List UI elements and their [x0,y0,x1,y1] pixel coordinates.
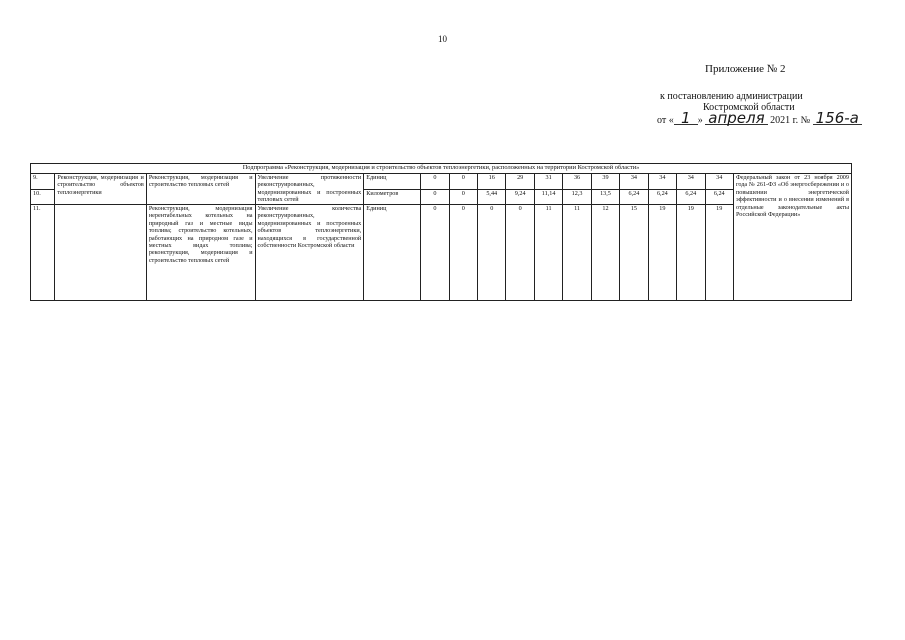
value-cell: 16 [478,174,506,190]
subprogram-title: Подпрограмма «Реконструкция, модернизация и строительство объектов теплоэнергетики, расположенных на территории Костромской области» [31,164,852,174]
value-cell: 0 [421,174,449,190]
indicators-table [30,163,852,301]
row-number: 9. [31,174,55,190]
value-cell: 12,3 [563,190,591,205]
value-cell: 12 [591,205,619,301]
value-cell: 0 [449,205,477,301]
subprogram-row [31,164,852,174]
table-row [31,174,852,190]
annex-title: Приложение № 2 [705,63,786,75]
row-number: 10. [31,190,55,205]
value-cell: 0 [421,190,449,205]
indicator-cell: Увеличение протяженности реконструированных, модернизированных и построенных тепловых сетей [255,174,364,205]
unit-cell: Километров [364,190,421,205]
value-cell: 15 [620,205,648,301]
date-day-handwritten: 1 [674,112,698,125]
table-row [31,205,852,301]
date-prefix: от « [657,115,674,126]
value-cell: 11,14 [534,190,562,205]
law-cell: Федеральный закон от 23 ноября 2009 года № 261-ФЗ «Об энергосбережении и о повышении энергетической эффективности и о внесении изменений в отдельные законодательные акты Российской Федерации» [733,174,851,301]
value-cell: 0 [421,205,449,301]
value-cell: 34 [648,174,676,190]
measure-cell: Реконструкция, модернизация и строительство тепловых сетей [146,174,255,205]
measure-cell: Реконструкция, модернизация нерентабельных котельных на природный газ и местные виды топлива; строительство котельных, работающих на природном газе и местных видах топлива; реконструкция, модернизация и строительство тепловых сетей [146,205,255,301]
value-cell: 5,44 [478,190,506,205]
value-cell: 0 [506,205,534,301]
task-cell-empty [55,205,146,301]
value-cell: 31 [534,174,562,190]
value-cell: 19 [648,205,676,301]
value-cell: 9,24 [506,190,534,205]
date-mid: » [697,115,703,126]
value-cell: 11 [563,205,591,301]
value-cell: 19 [677,205,705,301]
row-number: 11. [31,205,55,301]
value-cell: 13,5 [591,190,619,205]
date-month-handwritten: апреля [705,112,767,125]
value-cell: 0 [449,174,477,190]
task-cell: Реконструкция, модернизация и строительство объектов теплоэнергетики [55,174,146,205]
value-cell: 0 [449,190,477,205]
value-cell: 29 [506,174,534,190]
value-cell: 11 [534,205,562,301]
value-cell: 19 [705,205,733,301]
page-number: 10 [438,34,447,44]
indicator-cell: Увеличение количества реконструированных, модернизированных и построенных объектов теплоэнергетики, находящихся в государственной собственности Костромской области [255,205,364,301]
decree-reference: к постановлению администрации [660,91,803,102]
value-cell: 6,24 [677,190,705,205]
value-cell: 0 [478,205,506,301]
value-cell: 6,24 [705,190,733,205]
value-cell: 36 [563,174,591,190]
decree-date-line [657,109,862,127]
region-name: Костромской области [703,102,795,113]
value-cell: 6,24 [620,190,648,205]
value-cell: 34 [677,174,705,190]
unit-cell: Единиц [364,205,421,301]
value-cell: 34 [620,174,648,190]
value-cell: 39 [591,174,619,190]
value-cell: 34 [705,174,733,190]
date-year: 2021 г. № [770,115,811,126]
unit-cell: Единиц [364,174,421,190]
value-cell: 6,24 [648,190,676,205]
decree-number-handwritten: 156-а [813,112,862,125]
